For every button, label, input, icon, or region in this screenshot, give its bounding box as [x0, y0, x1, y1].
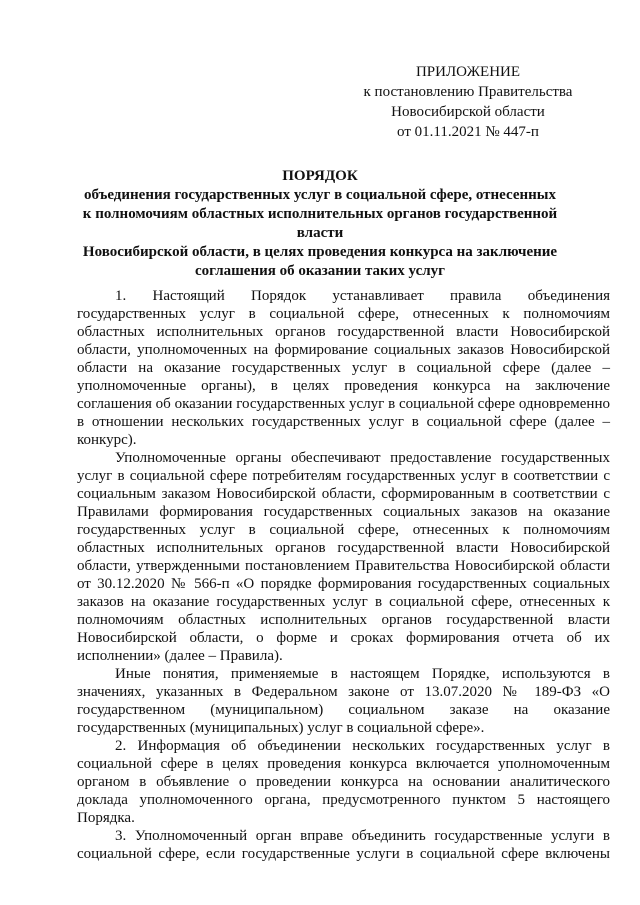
paragraph-4: 2. Информация об объединении нескольких государственных услуг в социальной сфере в целях проведения конкурса включается уполномоченным органом в объявление о проведении конкурса на основании аналитического доклада уполномоченного органа, предусмотренного пунктом 5 настоящего Порядка. [77, 738, 610, 826]
title-line: Новосибирской области, в целях проведения конкурса на заключение [82, 244, 558, 260]
paragraph-5: 3. Уполномоченный орган вправе объединить государственные услуги в социальной сфере, если государственные услуги в социальной сфере включены [77, 828, 610, 862]
title-heading: ПОРЯДОК [282, 168, 358, 184]
appendix-block [360, 62, 576, 142]
paragraph-2: Уполномоченные органы обеспечивают предоставление государственных услуг в социальной сфере потребителям государственных услуг в соответствии с социальным заказом Новосибирской области, сформированным в соответствии с Правилами формирования государственных социальных заказов на оказание государственных услуг в социальной сфере, отнесенных к полномочиям областных исполнительных органов государственной власти Новосибирской области, утвержденными постановлением Правительства Новосибирской области от 30.12.2020 № 566-п «О порядке формирования государственных социальных заказов на оказание государственных услуг в социальной сфере, отнесенных к полномочиям областных исполнительных органов государственной власти Новосибирской области, о форме и сроках формирования отчета об их исполнении» (далее – Правила). [77, 450, 610, 664]
paragraph-3: Иные понятия, применяемые в настоящем Порядке, используются в значениях, указанных в Федеральном законе от 13.07.2020 № 189-ФЗ «О государственном (муниципальном) социальном заказе на оказание государственных (муниципальных) услуг в социальной сфере». [77, 666, 610, 736]
appendix-line: Новосибирской области [391, 104, 545, 120]
title-line: к полномочиям областных исполнительных органов государственной власти [82, 206, 558, 241]
paragraph-1: 1. Настоящий Порядок устанавливает правила объединения государственных услуг в социальной сфере, отнесенных к полномочиям областных исполнительных органов государственной власти Новосибирской области, уполномоченных на формирование социальных заказов Новосибирской области на оказание государственных услуг в социальной сфере (далее – уполномоченные органы), в целях проведения конкурса на заключение соглашения об оказании государственных услуг в социальной сфере одновременно в отношении нескольких государственных услуг в социальной сфере (далее – конкурс). [77, 288, 610, 448]
appendix-line: к постановлению Правительства [363, 84, 573, 100]
document-title [70, 167, 570, 281]
appendix-heading: ПРИЛОЖЕНИЕ [415, 64, 521, 80]
title-line: объединения государственных услуг в социальной сфере, отнесенных [83, 187, 557, 203]
appendix-line: от 01.11.2021 № 447-п [397, 124, 539, 140]
title-line: соглашения об оказании таких услуг [195, 263, 445, 279]
document-body [77, 287, 610, 863]
